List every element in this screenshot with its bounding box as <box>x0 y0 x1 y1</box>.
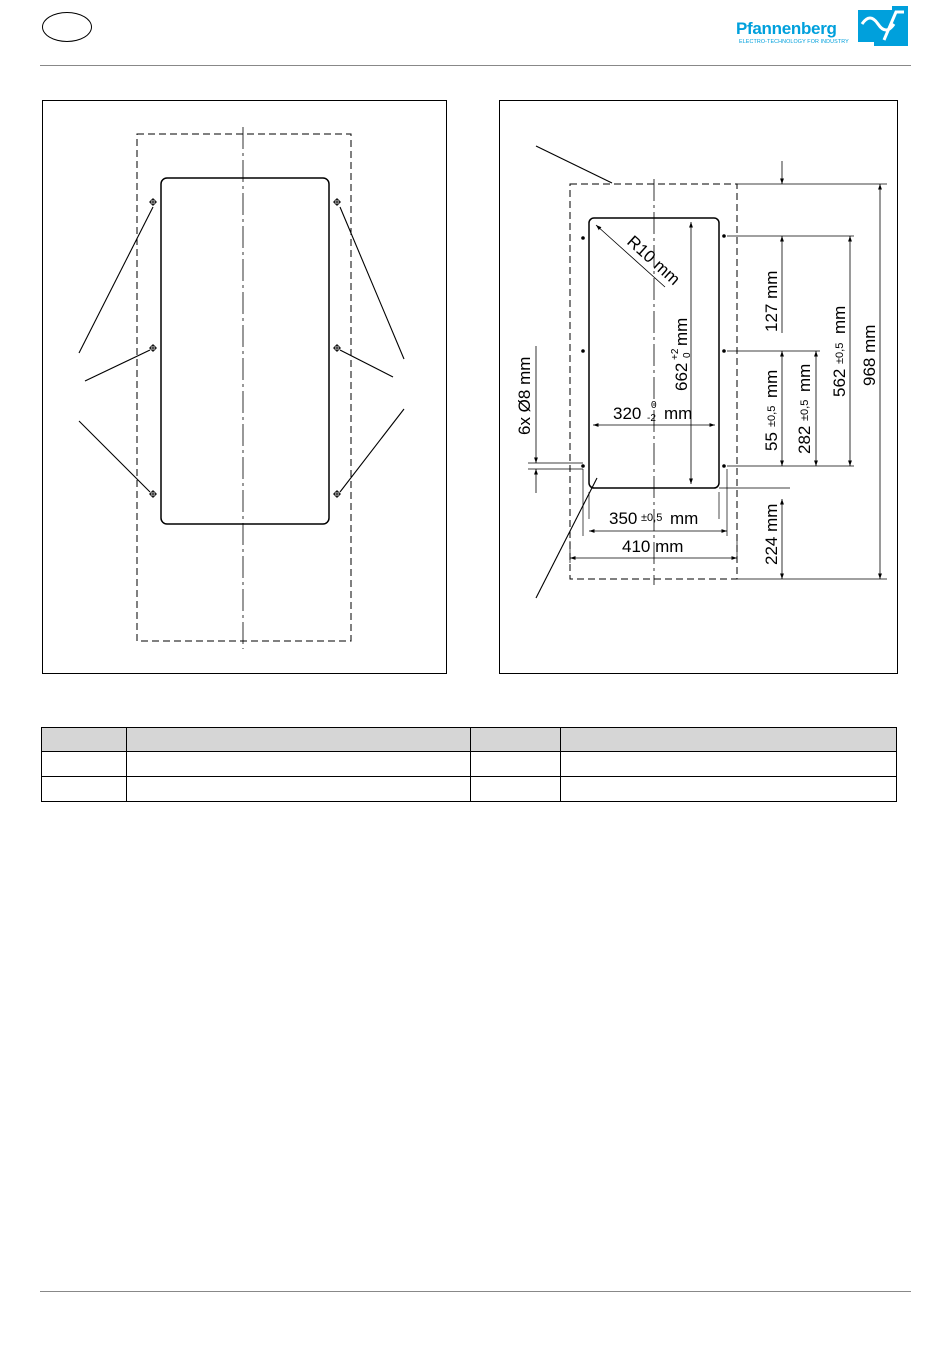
header-rule <box>40 65 911 66</box>
cutout-rectangle <box>161 178 329 524</box>
svg-text:320: 320 <box>613 404 642 423</box>
table-row <box>42 752 897 777</box>
dim-holes: 6x Ø8 mm <box>515 356 534 435</box>
table-row <box>42 777 897 802</box>
svg-text:0: 0 <box>651 400 657 411</box>
table-header-cell <box>471 728 561 752</box>
footer-rule <box>40 1291 911 1292</box>
svg-text:mm: mm <box>762 369 781 398</box>
logo-mark-icon <box>858 6 908 46</box>
svg-text:±0,5: ±0,5 <box>834 342 846 364</box>
svg-text:562: 562 <box>830 368 849 397</box>
right-drawing-panel <box>499 100 898 674</box>
svg-text:±0,5: ±0,5 <box>641 512 663 524</box>
svg-text:mm: mm <box>795 363 814 392</box>
dim-282 <box>795 364 814 454</box>
svg-text:282: 282 <box>795 425 814 454</box>
dim-radius: R10 mm <box>623 231 684 289</box>
dim-562 <box>830 306 849 397</box>
spec-table <box>41 727 897 802</box>
table-cell <box>561 777 897 802</box>
dim-662 <box>670 318 693 391</box>
table-header-row <box>42 728 897 752</box>
outline-leader <box>536 146 612 183</box>
brand-name: Pfannenberg <box>736 19 837 38</box>
pfannenberg-logo <box>736 6 912 48</box>
table-cell <box>127 752 471 777</box>
svg-text:0: 0 <box>682 352 693 358</box>
left-drawing-panel <box>42 100 447 674</box>
dim-55 <box>762 370 781 451</box>
svg-text:350: 350 <box>609 509 638 528</box>
svg-text:mm: mm <box>672 317 691 346</box>
svg-text:-2: -2 <box>647 413 656 424</box>
table-header-cell <box>127 728 471 752</box>
cutout-dimension-drawing <box>500 101 899 675</box>
language-badge <box>42 12 92 42</box>
table-cell <box>42 752 127 777</box>
dim-224: 224 mm <box>762 503 781 565</box>
leader-lines <box>79 207 404 492</box>
dim-968: 968 mm <box>860 324 879 386</box>
svg-text:mm: mm <box>664 404 693 423</box>
svg-text:±0,5: ±0,5 <box>799 399 811 421</box>
cutout-leader <box>536 478 597 598</box>
svg-text:±0,5: ±0,5 <box>766 405 778 427</box>
table-header-cell <box>42 728 127 752</box>
dimension-lines <box>536 161 880 579</box>
unit-outline <box>137 134 351 641</box>
table-cell <box>471 752 561 777</box>
mounting-holes <box>149 198 341 498</box>
svg-text:mm: mm <box>830 305 849 334</box>
dim-127: 127 mm <box>762 270 781 332</box>
table-cell <box>127 777 471 802</box>
table-cell <box>471 777 561 802</box>
brand-tagline: ELECTRO-TECHNOLOGY FOR INDUSTRY <box>739 39 849 45</box>
table-header-cell <box>561 728 897 752</box>
table-cell <box>42 777 127 802</box>
cutout-overview-drawing <box>43 101 448 675</box>
dim-320 <box>613 400 692 424</box>
dim-410: 410 mm <box>622 537 684 556</box>
svg-text:55: 55 <box>762 432 781 451</box>
table-cell <box>561 752 897 777</box>
svg-text:mm: mm <box>670 509 699 528</box>
svg-text:662: 662 <box>672 362 691 391</box>
svg-text:+2: +2 <box>670 348 681 360</box>
